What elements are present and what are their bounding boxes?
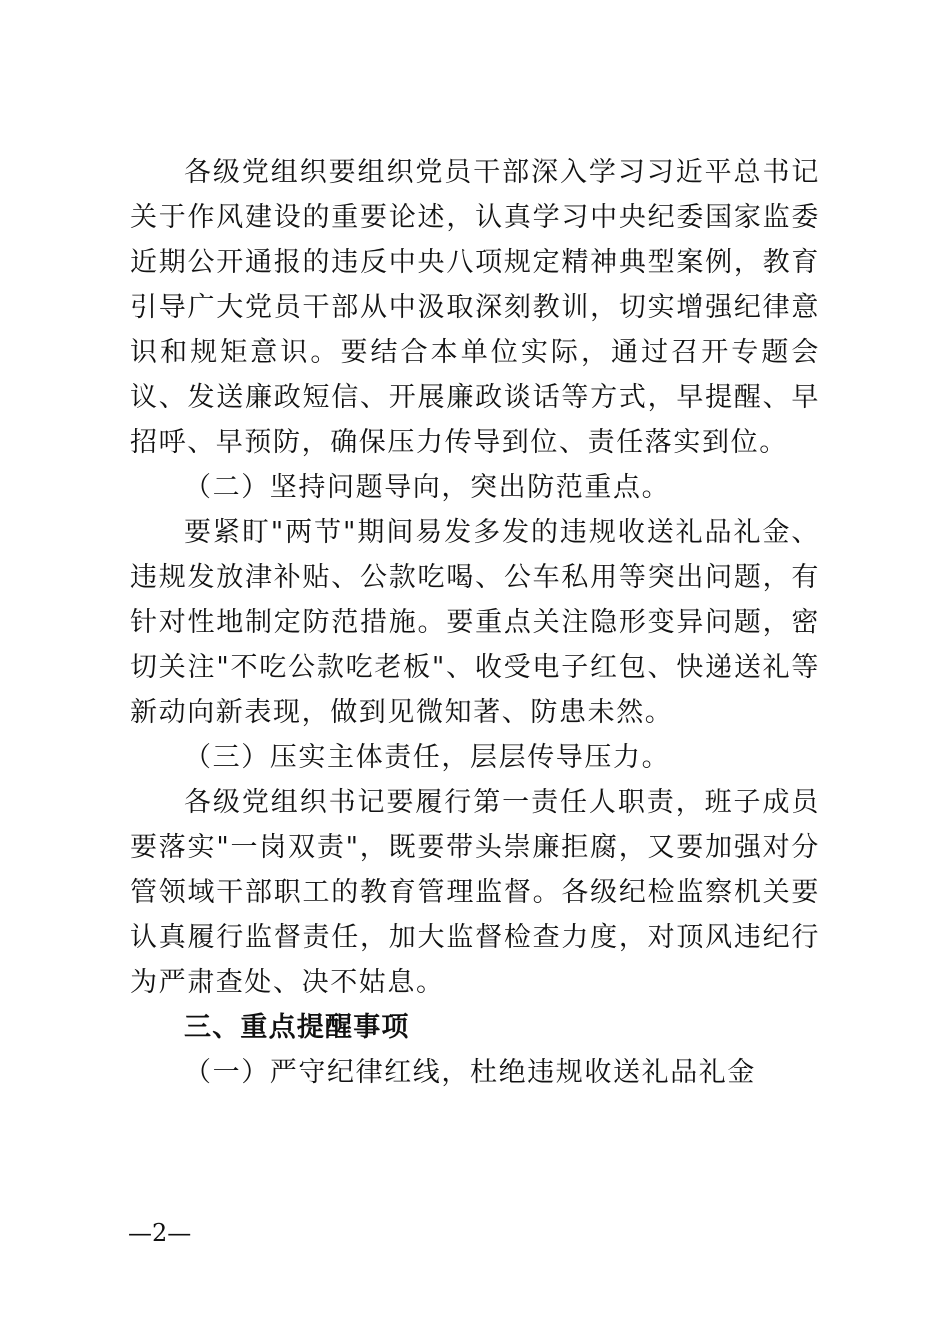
document-page	[130, 150, 820, 1095]
paragraph-responsibility-details: 各级党组织书记要履行第一责任人职责，班子成员要落实"一岗双责"，既要带头崇廉拒腐，又要加强对分管领域干部职工的教育管理监督。各级纪检监察机关要认真履行监督责任，加大监督检查力度，对顶风违纪行为严肃查处、决不姑息。	[130, 787, 820, 998]
subheading-main-responsibility: （三）压实主体责任，层层传导压力。	[184, 742, 671, 773]
paragraph-key-prevention: 要紧盯"两节"期间易发多发的违规收送礼品礼金、违规发放津补贴、公款吃喝、公车私用等突出问题，有针对性地制定防范措施。要重点关注隐形变异问题，密切关注"不吃公款吃老板"、收受电子红包、快递送礼等新动向新表现，做到见微知著、防患未然。	[130, 517, 820, 728]
subheading-problem-oriented: （二）坚持问题导向，突出防范重点。	[184, 472, 671, 503]
paragraph-study-requirements: 各级党组织要组织党员干部深入学习习近平总书记关于作风建设的重要论述，认真学习中央纪委国家监委近期公开通报的违反中央八项规定精神典型案例，教育引导广大党员干部从中汲取深刻教训，切实增强纪律意识和规矩意识。要结合本单位实际，通过召开专题会议、发送廉政短信、开展廉政谈话等方式，早提醒、早招呼、早预防，确保压力传导到位、责任落实到位。	[130, 157, 820, 458]
subheading-gift-discipline: （一）严守纪律红线，杜绝违规收送礼品礼金	[184, 1057, 756, 1088]
section-heading-key-reminders: 三、重点提醒事项	[184, 1012, 410, 1043]
page-number: —2—	[128, 1219, 192, 1247]
